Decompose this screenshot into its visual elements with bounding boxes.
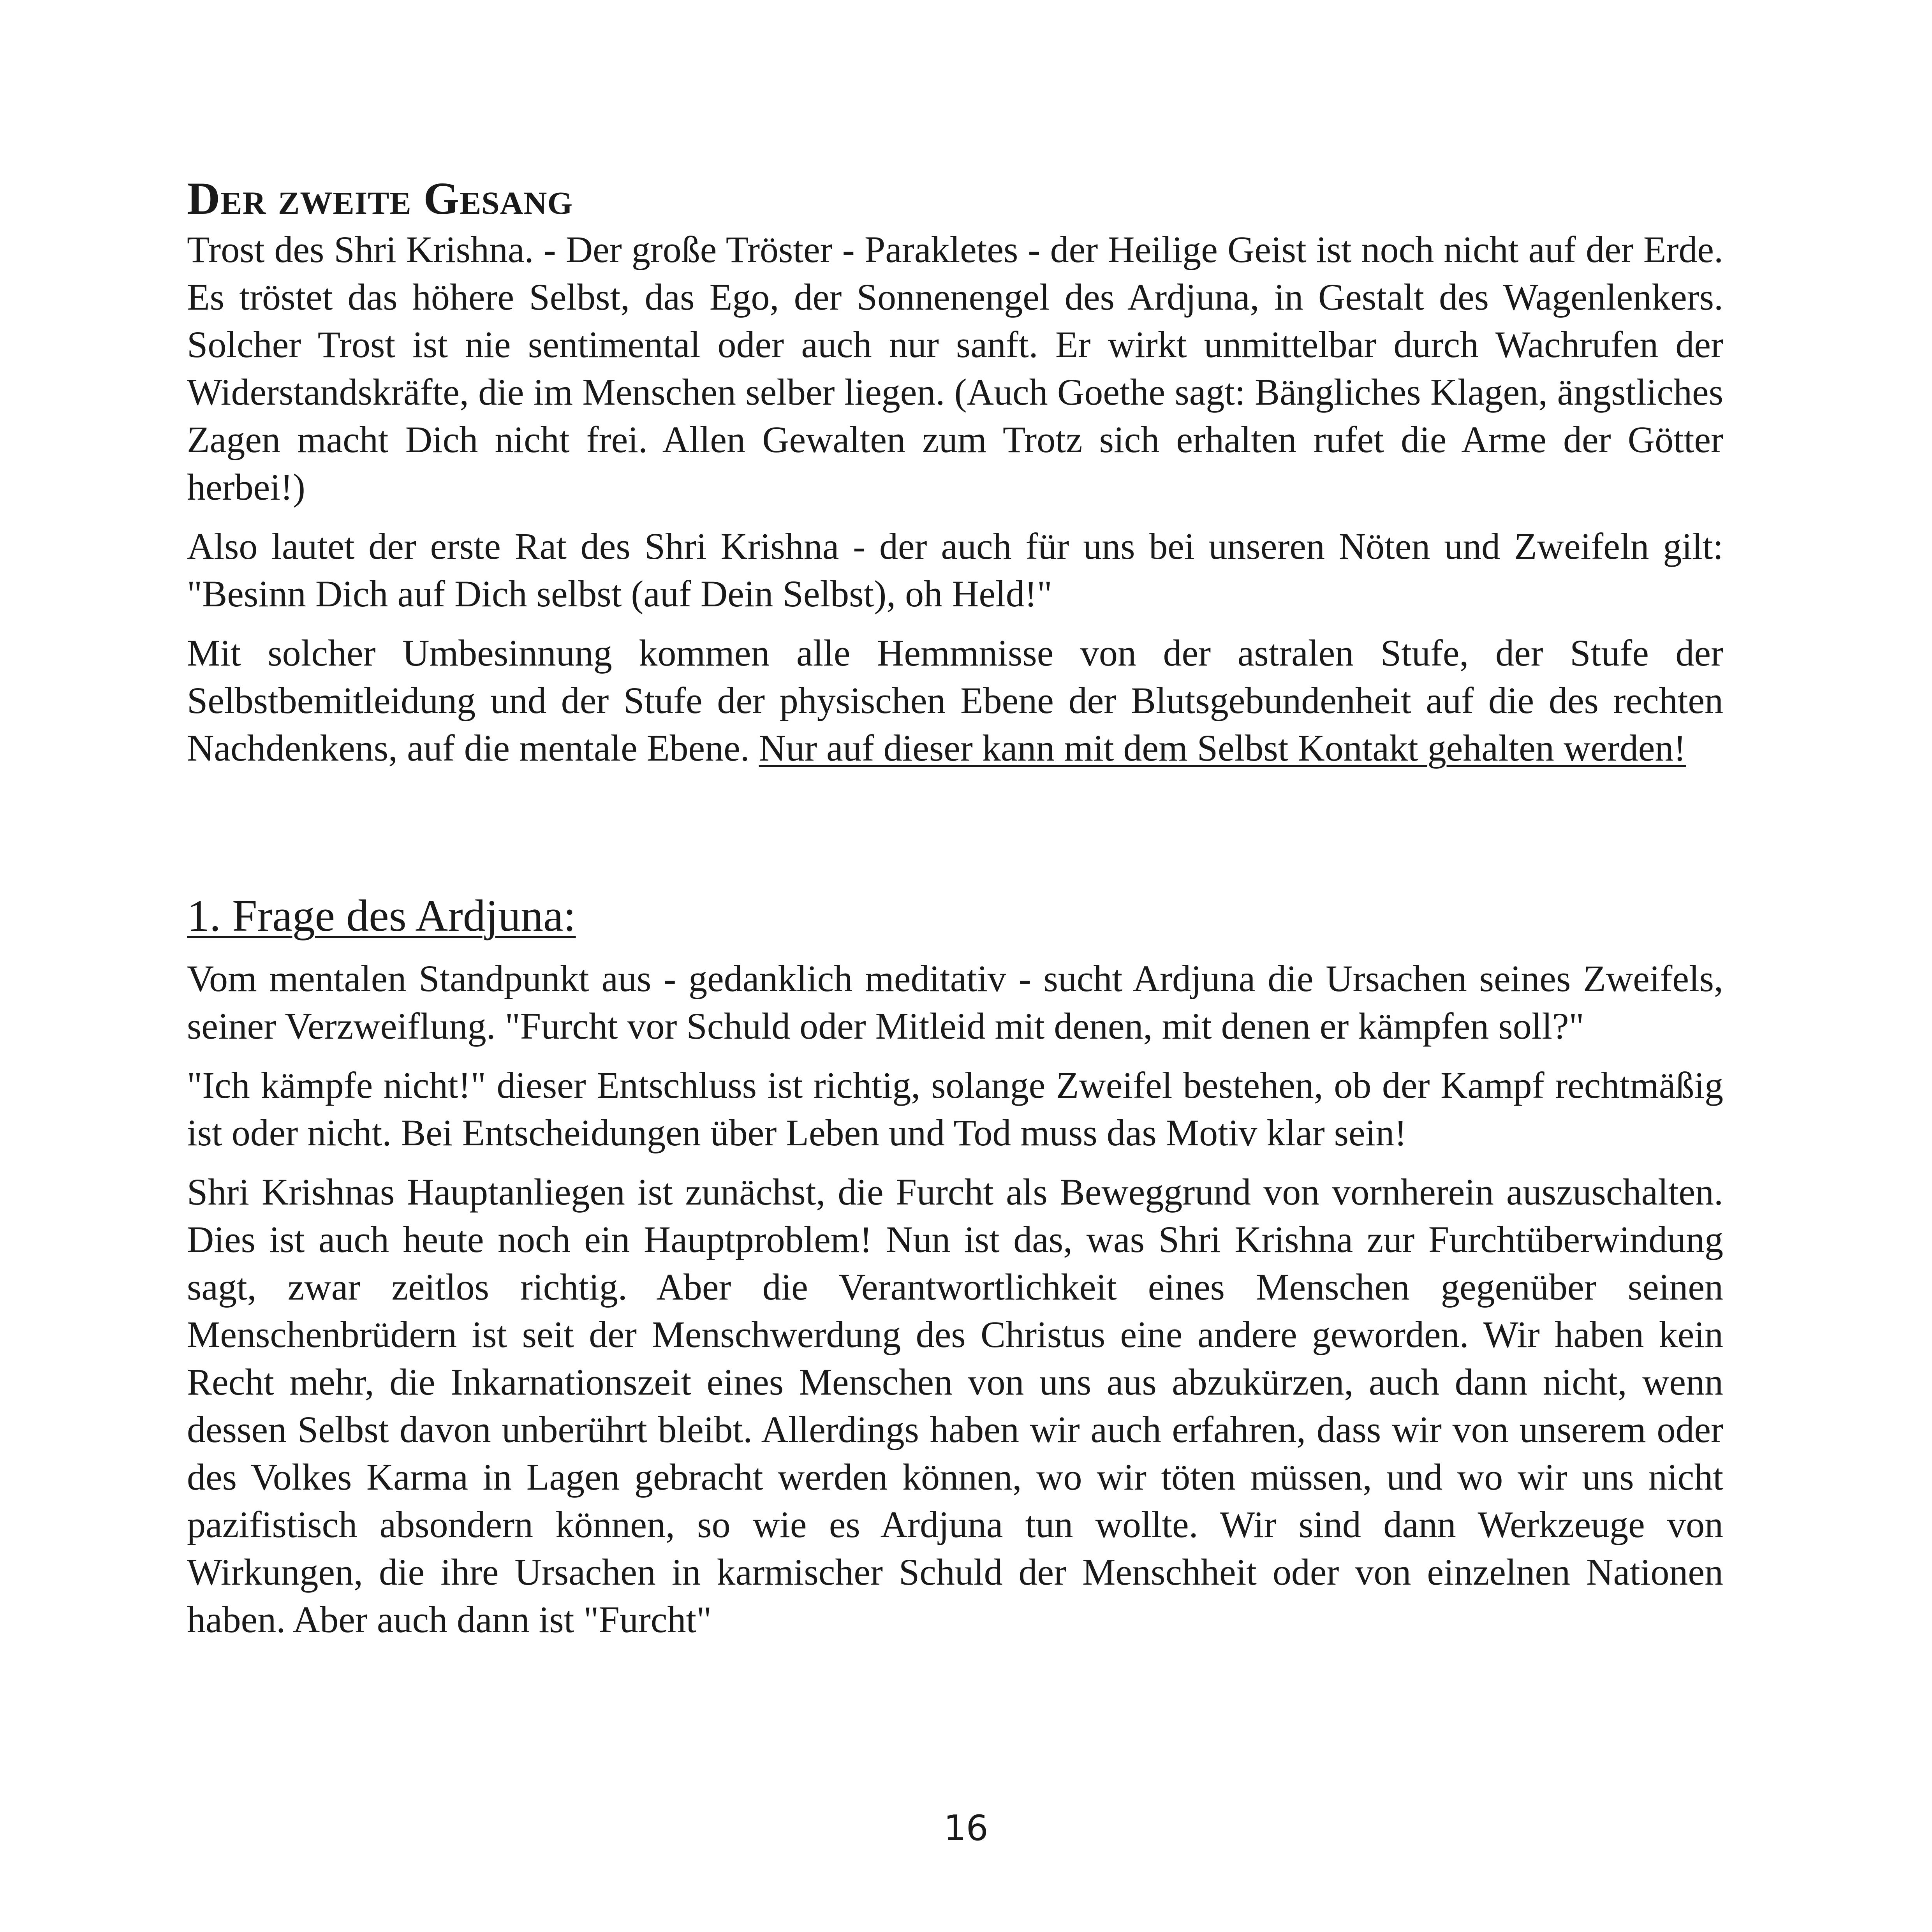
paragraph: Shri Krishnas Hauptanliegen ist zunächst, die Furcht als Beweggrund von vornherein auszuschalten. Dies ist auch heute noch ein Hauptproblem! Nun ist das, was Shri Krishna zur Furchtüberwindung sagt, zwar zeitlos richtig. Aber die Verantwortlichkeit eines Menschen gegenüber seinen Menschenbrüdern ist seit der Menschwerdung des Christus eine andere geworden. Wir haben kein Recht mehr, die Inkarnationszeit eines Menschen von uns aus abzukürzen, auch dann nicht, wenn dessen Selbst davon unberührt bleibt. Allerdings haben wir auch erfahren, dass wir von unserem oder des Volkes Karma in Lagen gebracht werden können, wo wir töten müssen, und wo wir uns nicht pazifistisch absondern können, so wie es Ardjuna tun wollte. Wir sind dann Werkzeuge von Wirkungen, die ihre Ursachen in karmischer Schuld der Menschheit oder von einzelnen Nationen haben. Aber auch dann ist "Furcht" xyxy=(187,1171,1723,1640)
paragraph: Trost des Shri Krishna. - Der große Tröster - Parakletes - der Heilige Geist ist noch nicht auf der Erde. Es tröstet das höhere Selbst, das Ego, der Sonnenengel des Ardjuna, in Gestalt des Wagenlenkers. Solcher Trost ist nie sentimental oder auch nur sanft. Er wirkt unmittelbar durch Wachrufen der Widerstandskräfte, die im Menschen selber liegen. (Auch Goethe sagt: Bängliches Klagen, ängstliches Zagen macht Dich nicht frei. Allen Gewalten zum Trotz sich erhalten rufet die Arme der Götter herbei!) xyxy=(187,229,1723,508)
underlined-sentence: Nur auf dieser kann mit dem Selbst Kontakt gehalten werden! xyxy=(759,727,1686,769)
section-title: 1. Frage des Ardjuna: xyxy=(187,891,576,941)
paragraph: Also lautet der erste Rat des Shri Krishna - der auch für uns bei unseren Nöten und Zweifeln gilt: "Besinn Dich auf Dich selbst (auf Dein Selbst), oh Held!" xyxy=(187,525,1723,615)
paragraph-text: Mit solcher Umbesinnung kommen alle Hemmnisse von der astralen Stufe, der Stufe der Selbstbemitleidung und der Stufe der physischen Ebene der Blutsgebundenheit auf die des rechten Nachdenkens, auf die mentale Ebene. xyxy=(187,632,1723,769)
chapter-heading: Der zweite Gesang xyxy=(187,173,573,224)
paragraph: Vom mentalen Standpunkt aus - gedanklich meditativ - sucht Ardjuna die Ursachen seines Zweifels, seiner Verzweiflung. "Furcht vor Schuld oder Mitleid mit denen, mit denen er kämpfen soll?" xyxy=(187,958,1723,1047)
page-number: 16 xyxy=(944,1808,988,1849)
page-content xyxy=(187,171,1723,1643)
paragraph: "Ich kämpfe nicht!" dieser Entschluss ist richtig, solange Zweifel bestehen, ob der Kampf rechtmäßig ist oder nicht. Bei Entscheidungen über Leben und Tod muss das Motiv klar sein! xyxy=(187,1064,1723,1154)
paragraph xyxy=(187,629,1723,772)
